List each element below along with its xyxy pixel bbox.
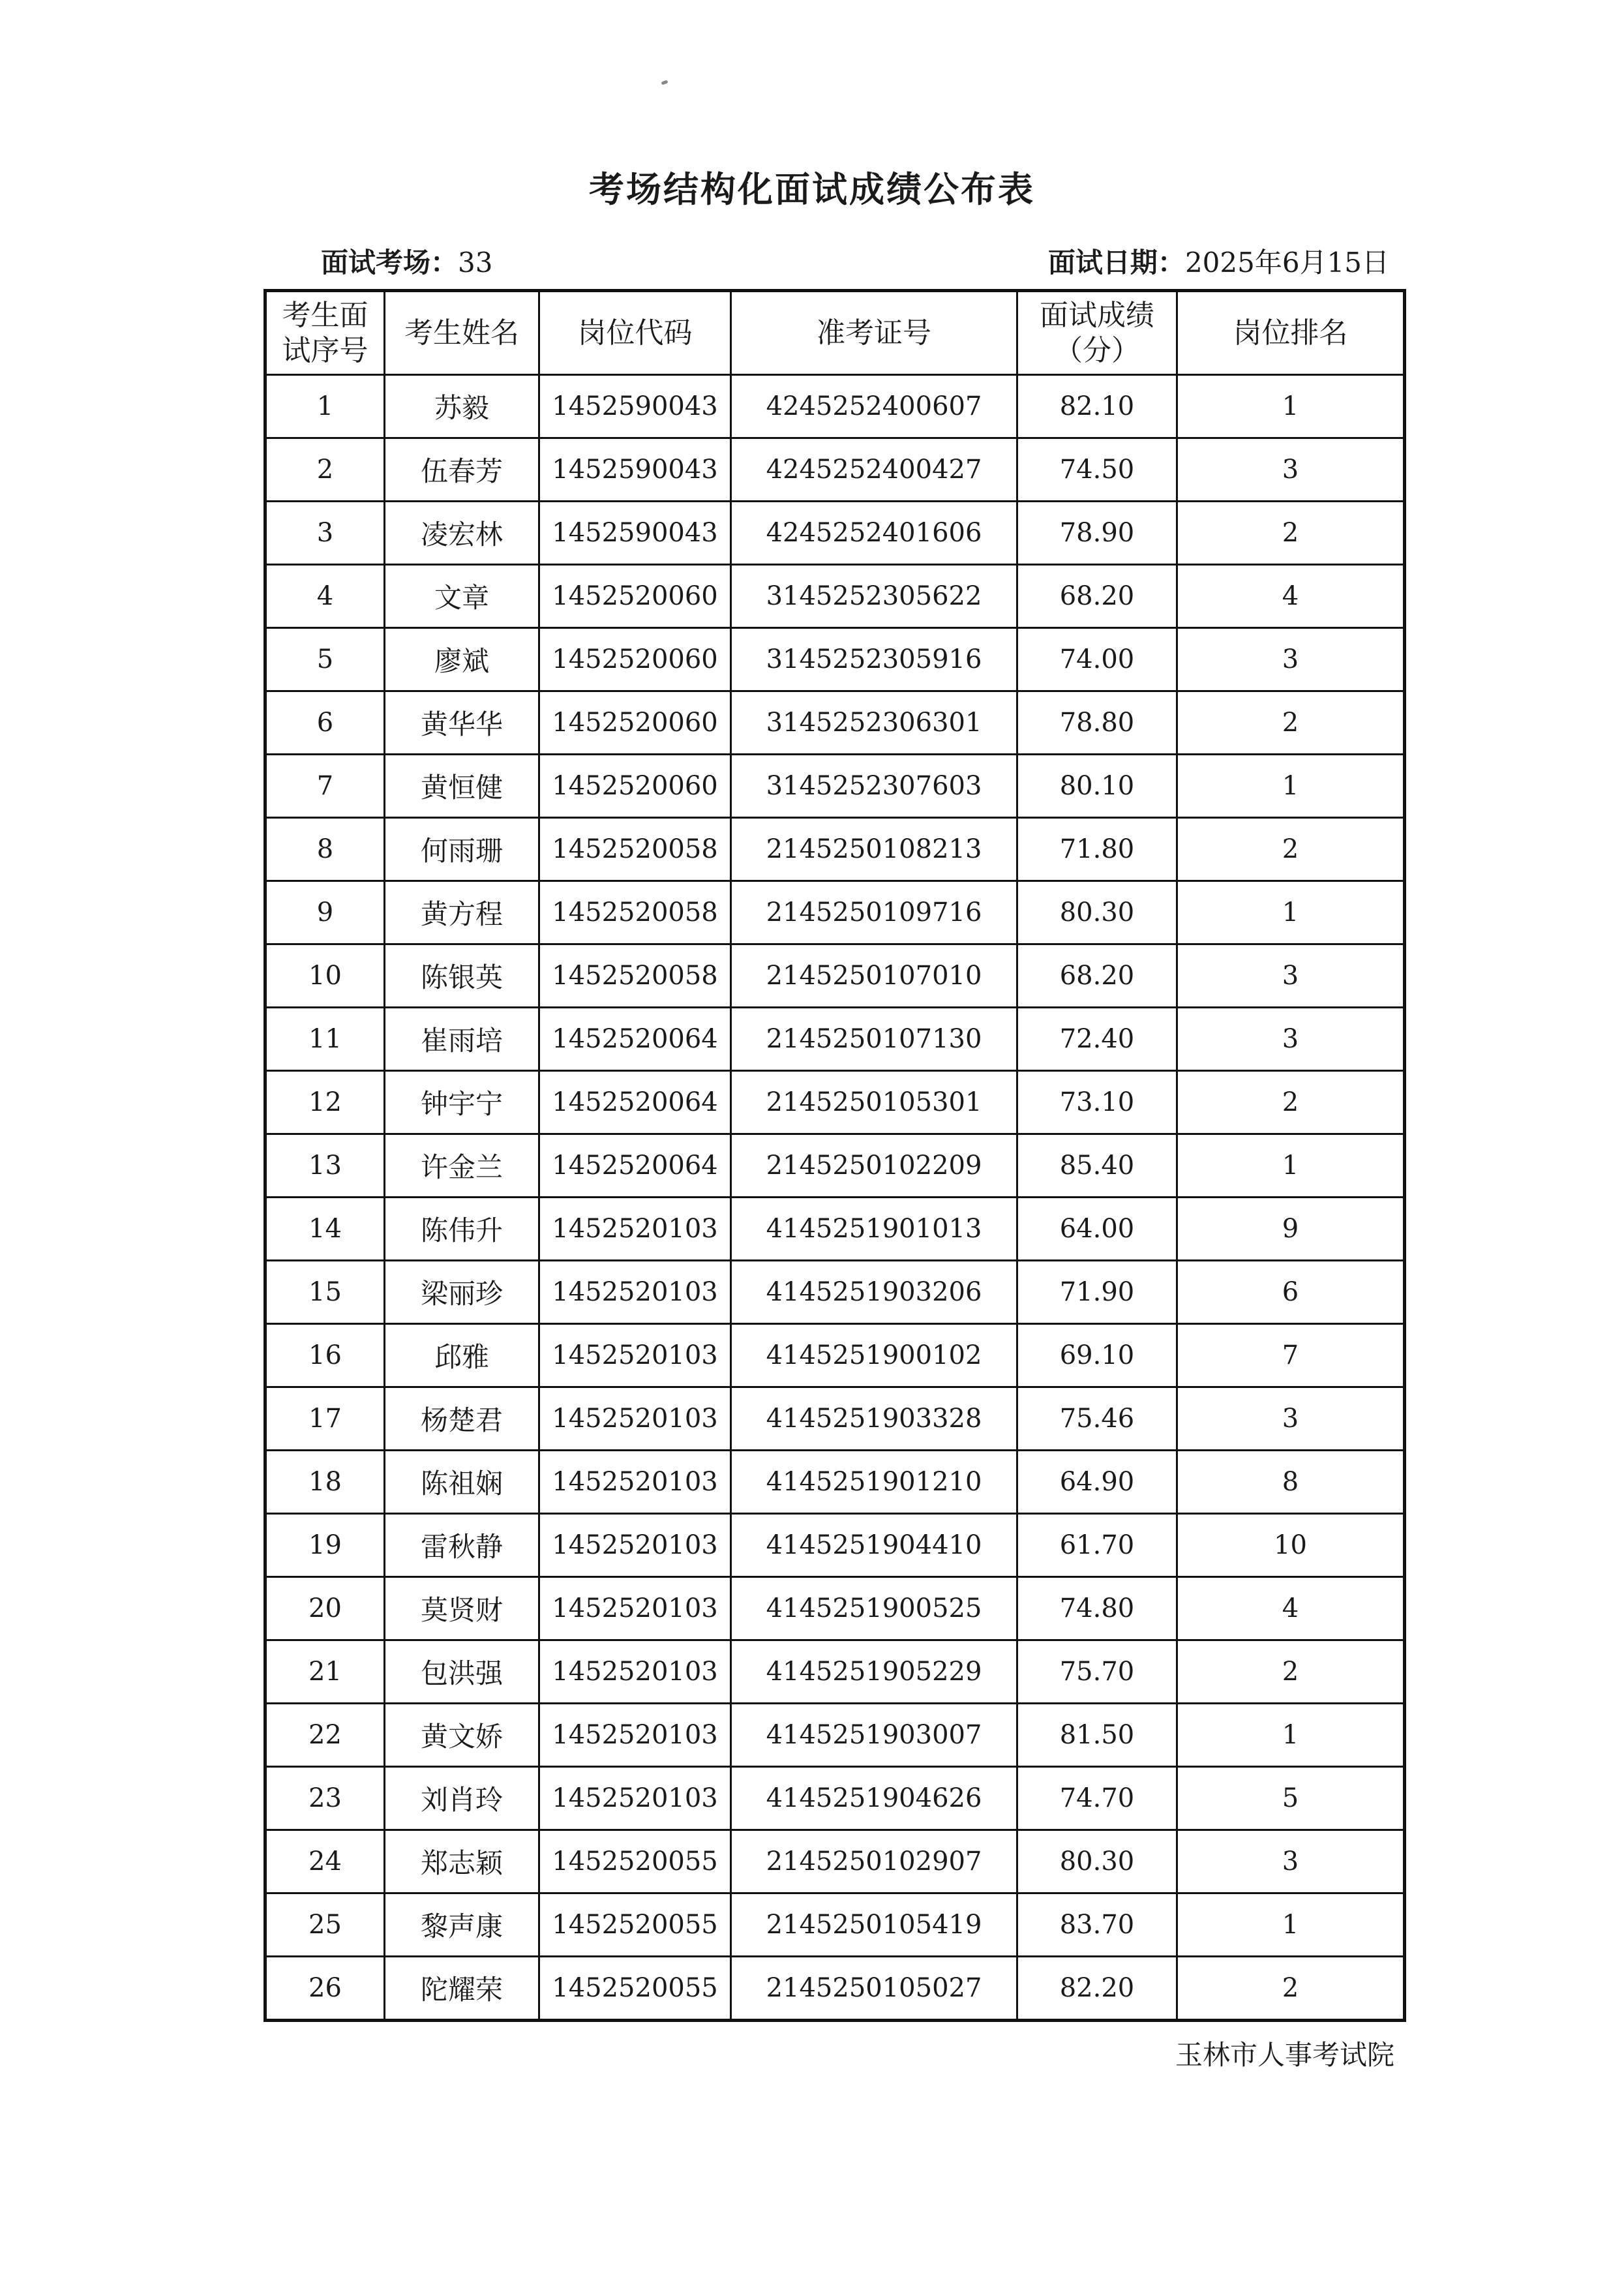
cell-seq: 14 <box>265 1198 385 1261</box>
cell-score: 82.10 <box>1017 375 1177 438</box>
cell-ticket: 3145252306301 <box>731 691 1017 755</box>
cell-score: 68.20 <box>1017 944 1177 1008</box>
table-row <box>265 1893 1405 1957</box>
header-score <box>1017 291 1177 375</box>
cell-rank: 3 <box>1177 438 1405 502</box>
cell-rank: 2 <box>1177 1640 1405 1704</box>
table-row <box>265 1767 1405 1830</box>
issuer-footer: 玉林市人事考试院 <box>1175 2039 1394 2071</box>
cell-post-code: 1452520064 <box>539 1134 731 1198</box>
cell-seq: 7 <box>265 755 385 818</box>
cell-ticket: 4145251905229 <box>731 1640 1017 1704</box>
cell-name: 邱雅 <box>385 1324 539 1387</box>
cell-ticket: 4245252400607 <box>731 375 1017 438</box>
scan-speck <box>661 80 668 85</box>
cell-post-code: 1452590043 <box>539 375 731 438</box>
table-row <box>265 755 1405 818</box>
cell-name: 黄方程 <box>385 881 539 944</box>
cell-score: 85.40 <box>1017 1134 1177 1198</box>
cell-seq: 10 <box>265 944 385 1008</box>
cell-post-code: 1452590043 <box>539 502 731 565</box>
cell-post-code: 1452520064 <box>539 1071 731 1134</box>
cell-score: 83.70 <box>1017 1893 1177 1957</box>
header-seq <box>265 291 385 375</box>
cell-rank: 8 <box>1177 1451 1405 1514</box>
cell-seq: 23 <box>265 1767 385 1830</box>
cell-post-code: 1452520103 <box>539 1577 731 1640</box>
cell-rank: 10 <box>1177 1514 1405 1577</box>
cell-score: 78.80 <box>1017 691 1177 755</box>
cell-score: 64.90 <box>1017 1451 1177 1514</box>
cell-name: 黄文娇 <box>385 1704 539 1767</box>
cell-ticket: 3145252305916 <box>731 628 1017 691</box>
exam-date-info <box>1048 241 1389 280</box>
cell-seq: 11 <box>265 1008 385 1071</box>
cell-post-code: 1452520103 <box>539 1451 731 1514</box>
cell-name: 陀耀荣 <box>385 1957 539 2021</box>
cell-seq: 17 <box>265 1387 385 1451</box>
exam-date-value: 2025年6月15日 <box>1184 247 1389 279</box>
cell-name: 陈伟升 <box>385 1198 539 1261</box>
score-table <box>263 289 1406 2022</box>
cell-ticket: 2145250107010 <box>731 944 1017 1008</box>
cell-ticket: 2145250105027 <box>731 1957 1017 2021</box>
cell-post-code: 1452520055 <box>539 1830 731 1893</box>
cell-post-code: 1452520055 <box>539 1893 731 1957</box>
cell-name: 包洪强 <box>385 1640 539 1704</box>
cell-rank: 1 <box>1177 1134 1405 1198</box>
cell-rank: 6 <box>1177 1261 1405 1324</box>
cell-seq: 26 <box>265 1957 385 2021</box>
cell-seq: 15 <box>265 1261 385 1324</box>
table-row <box>265 438 1405 502</box>
cell-seq: 25 <box>265 1893 385 1957</box>
cell-rank: 3 <box>1177 1387 1405 1451</box>
cell-ticket: 2145250105419 <box>731 1893 1017 1957</box>
cell-name: 陈祖娴 <box>385 1451 539 1514</box>
cell-ticket: 2145250102907 <box>731 1830 1017 1893</box>
table-row <box>265 881 1405 944</box>
cell-post-code: 1452520064 <box>539 1008 731 1071</box>
cell-seq: 13 <box>265 1134 385 1198</box>
cell-seq: 20 <box>265 1577 385 1640</box>
exam-room-value: 33 <box>458 247 493 279</box>
score-table-body <box>265 375 1405 2021</box>
cell-ticket: 2145250108213 <box>731 818 1017 881</box>
cell-ticket: 4145251904410 <box>731 1514 1017 1577</box>
cell-seq: 3 <box>265 502 385 565</box>
cell-score: 75.46 <box>1017 1387 1177 1451</box>
cell-name: 凌宏林 <box>385 502 539 565</box>
cell-score: 80.30 <box>1017 1830 1177 1893</box>
header-score-line2: （分） <box>1054 333 1140 367</box>
cell-ticket: 2145250107130 <box>731 1008 1017 1071</box>
cell-score: 71.90 <box>1017 1261 1177 1324</box>
cell-seq: 21 <box>265 1640 385 1704</box>
cell-rank: 3 <box>1177 628 1405 691</box>
cell-name: 梁丽珍 <box>385 1261 539 1324</box>
cell-seq: 5 <box>265 628 385 691</box>
header-post-code: 岗位代码 <box>539 291 731 375</box>
cell-post-code: 1452520058 <box>539 944 731 1008</box>
cell-name: 雷秋静 <box>385 1514 539 1577</box>
cell-post-code: 1452520103 <box>539 1198 731 1261</box>
cell-score: 81.50 <box>1017 1704 1177 1767</box>
header-score-line1: 面试成绩 <box>1040 298 1154 332</box>
cell-rank: 4 <box>1177 565 1405 628</box>
table-row <box>265 1514 1405 1577</box>
table-row <box>265 502 1405 565</box>
cell-post-code: 1452520055 <box>539 1957 731 2021</box>
cell-ticket: 4145251904626 <box>731 1767 1017 1830</box>
cell-name: 苏毅 <box>385 375 539 438</box>
cell-post-code: 1452520103 <box>539 1261 731 1324</box>
cell-name: 黄恒健 <box>385 755 539 818</box>
cell-ticket: 4145251903007 <box>731 1704 1017 1767</box>
cell-rank: 5 <box>1177 1767 1405 1830</box>
table-row <box>265 1261 1405 1324</box>
exam-room-label: 面试考场： <box>321 247 459 279</box>
table-row <box>265 1640 1405 1704</box>
cell-score: 78.90 <box>1017 502 1177 565</box>
cell-rank: 1 <box>1177 1704 1405 1767</box>
cell-rank: 1 <box>1177 881 1405 944</box>
exam-room-info <box>321 241 492 280</box>
cell-post-code: 1452520103 <box>539 1640 731 1704</box>
cell-ticket: 4245252400427 <box>731 438 1017 502</box>
table-row <box>265 1134 1405 1198</box>
cell-seq: 12 <box>265 1071 385 1134</box>
cell-name: 黎声康 <box>385 1893 539 1957</box>
cell-post-code: 1452520060 <box>539 565 731 628</box>
cell-ticket: 2145250109716 <box>731 881 1017 944</box>
cell-rank: 1 <box>1177 755 1405 818</box>
cell-name: 文章 <box>385 565 539 628</box>
cell-ticket: 4145251903206 <box>731 1261 1017 1324</box>
cell-score: 80.30 <box>1017 881 1177 944</box>
cell-post-code: 1452520103 <box>539 1514 731 1577</box>
table-row <box>265 1324 1405 1387</box>
cell-score: 82.20 <box>1017 1957 1177 2021</box>
cell-seq: 1 <box>265 375 385 438</box>
cell-post-code: 1452520103 <box>539 1767 731 1830</box>
cell-ticket: 3145252307603 <box>731 755 1017 818</box>
table-row <box>265 1198 1405 1261</box>
cell-ticket: 2145250105301 <box>731 1071 1017 1134</box>
cell-name: 郑志颖 <box>385 1830 539 1893</box>
cell-name: 何雨珊 <box>385 818 539 881</box>
cell-post-code: 1452520058 <box>539 818 731 881</box>
table-row <box>265 628 1405 691</box>
cell-score: 74.50 <box>1017 438 1177 502</box>
cell-rank: 2 <box>1177 502 1405 565</box>
table-row <box>265 818 1405 881</box>
cell-seq: 18 <box>265 1451 385 1514</box>
table-row <box>265 1387 1405 1451</box>
cell-score: 75.70 <box>1017 1640 1177 1704</box>
cell-name: 许金兰 <box>385 1134 539 1198</box>
cell-seq: 2 <box>265 438 385 502</box>
cell-seq: 6 <box>265 691 385 755</box>
cell-ticket: 2145250102209 <box>731 1134 1017 1198</box>
cell-post-code: 1452520060 <box>539 628 731 691</box>
cell-rank: 9 <box>1177 1198 1405 1261</box>
table-row <box>265 565 1405 628</box>
cell-ticket: 4145251900102 <box>731 1324 1017 1387</box>
cell-post-code: 1452520058 <box>539 881 731 944</box>
cell-score: 72.40 <box>1017 1008 1177 1071</box>
table-header-row <box>265 291 1405 375</box>
cell-rank: 1 <box>1177 1893 1405 1957</box>
table-row <box>265 944 1405 1008</box>
cell-rank: 2 <box>1177 1071 1405 1134</box>
cell-rank: 3 <box>1177 1008 1405 1071</box>
table-row <box>265 1451 1405 1514</box>
exam-date-label: 面试日期： <box>1047 247 1185 279</box>
cell-seq: 4 <box>265 565 385 628</box>
table-row <box>265 1577 1405 1640</box>
cell-seq: 24 <box>265 1830 385 1893</box>
cell-seq: 8 <box>265 818 385 881</box>
cell-name: 刘肖玲 <box>385 1767 539 1830</box>
cell-name: 陈银英 <box>385 944 539 1008</box>
cell-rank: 2 <box>1177 818 1405 881</box>
header-name: 考生姓名 <box>385 291 539 375</box>
cell-post-code: 1452520060 <box>539 691 731 755</box>
cell-score: 69.10 <box>1017 1324 1177 1387</box>
table-row <box>265 1071 1405 1134</box>
cell-post-code: 1452520060 <box>539 755 731 818</box>
cell-score: 80.10 <box>1017 755 1177 818</box>
cell-name: 杨楚君 <box>385 1387 539 1451</box>
cell-ticket: 4145251903328 <box>731 1387 1017 1451</box>
cell-score: 71.80 <box>1017 818 1177 881</box>
cell-name: 钟宇宁 <box>385 1071 539 1134</box>
cell-score: 74.80 <box>1017 1577 1177 1640</box>
cell-rank: 3 <box>1177 944 1405 1008</box>
cell-rank: 2 <box>1177 691 1405 755</box>
cell-score: 61.70 <box>1017 1514 1177 1577</box>
cell-rank: 3 <box>1177 1830 1405 1893</box>
cell-seq: 16 <box>265 1324 385 1387</box>
cell-post-code: 1452520103 <box>539 1704 731 1767</box>
header-seq-line1: 考生面 <box>282 298 368 332</box>
table-row <box>265 1704 1405 1767</box>
cell-score: 73.10 <box>1017 1071 1177 1134</box>
cell-name: 莫贤财 <box>385 1577 539 1640</box>
table-row <box>265 1957 1405 2021</box>
header-ticket: 准考证号 <box>731 291 1017 375</box>
table-row <box>265 375 1405 438</box>
cell-post-code: 1452520103 <box>539 1387 731 1451</box>
cell-ticket: 4245252401606 <box>731 502 1017 565</box>
header-rank: 岗位排名 <box>1177 291 1405 375</box>
table-row <box>265 1008 1405 1071</box>
table-row <box>265 1830 1405 1893</box>
cell-ticket: 4145251901013 <box>731 1198 1017 1261</box>
cell-post-code: 1452520103 <box>539 1324 731 1387</box>
cell-ticket: 4145251901210 <box>731 1451 1017 1514</box>
cell-score: 68.20 <box>1017 565 1177 628</box>
cell-name: 崔雨培 <box>385 1008 539 1071</box>
cell-score: 64.00 <box>1017 1198 1177 1261</box>
cell-rank: 1 <box>1177 375 1405 438</box>
cell-rank: 7 <box>1177 1324 1405 1387</box>
cell-rank: 2 <box>1177 1957 1405 2021</box>
cell-ticket: 4145251900525 <box>731 1577 1017 1640</box>
cell-name: 廖斌 <box>385 628 539 691</box>
cell-rank: 4 <box>1177 1577 1405 1640</box>
cell-post-code: 1452590043 <box>539 438 731 502</box>
header-seq-line2: 试序号 <box>282 333 368 367</box>
cell-seq: 22 <box>265 1704 385 1767</box>
cell-score: 74.70 <box>1017 1767 1177 1830</box>
table-row <box>265 691 1405 755</box>
cell-seq: 9 <box>265 881 385 944</box>
cell-name: 黄华华 <box>385 691 539 755</box>
cell-name: 伍春芳 <box>385 438 539 502</box>
cell-score: 74.00 <box>1017 628 1177 691</box>
page-title: 考场结构化面试成绩公布表 <box>589 168 1035 210</box>
cell-ticket: 3145252305622 <box>731 565 1017 628</box>
cell-seq: 19 <box>265 1514 385 1577</box>
